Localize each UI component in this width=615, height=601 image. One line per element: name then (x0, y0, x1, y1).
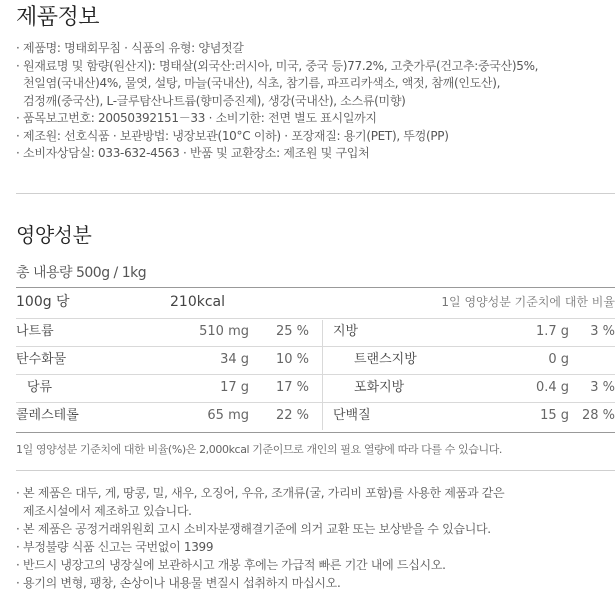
nutrient-name: 나트륨 (16, 324, 54, 339)
table-top-border (16, 287, 615, 288)
row-divider (16, 318, 615, 319)
nutrient-pct: 28 % (581, 408, 615, 423)
table-row (16, 348, 615, 372)
notice-block (16, 484, 615, 592)
notice-line: · 본 제품은 대두, 게, 땅콩, 밀, 새우, 오징어, 우유, 조개류(굴, 가리비 포함)를 사용한 제품과 같은 (16, 486, 505, 500)
nutrient-pct: 25 % (275, 324, 309, 339)
table-row (16, 320, 615, 344)
nutrient-pct: 3 % (590, 380, 615, 395)
table-header-row (16, 290, 615, 314)
info-line: · 소비자상담실: 033-632-4563 · 반품 및 교환장소: 제조원 및 구입처 (16, 146, 370, 160)
notice-line: · 본 제품은 공정거래위원회 고시 소비자분쟁해결기준에 의거 교환 또는 보상받을 수 있습니다. (16, 522, 491, 536)
ratio-header: 1일 영양성분 기준치에 대한 비율 (441, 295, 615, 309)
serving-size: 100g 당 (16, 294, 70, 310)
notice-line: · 부정불량 식품 신고는 국번없이 1399 (16, 540, 214, 554)
kcal-value: 210kcal (170, 294, 225, 310)
nutrition-title: 영양성분 (16, 223, 92, 247)
info-line: 천일염(국내산)4%, 물엿, 설탕, 마늘(국내산), 식초, 참기름, 파프리카색소, 액젓, 참깨(인도산), (23, 76, 501, 90)
nutrient-pct: 3 % (590, 324, 615, 339)
nutrient-name: 탄수화물 (16, 352, 67, 367)
product-info-block (16, 40, 615, 163)
nutrient-name: 단백질 (333, 408, 371, 423)
nutrient-amount: 0.4 g (535, 380, 569, 395)
nutrient-pct: 10 % (275, 352, 309, 367)
nutrient-name: 콜레스테롤 (16, 408, 79, 423)
info-line: · 제품명: 명태회무침 · 식품의 유형: 양념젓갈 (16, 41, 244, 55)
nutrient-name: 지방 (333, 324, 359, 339)
nutrient-name: 당류 (27, 380, 53, 395)
info-line: 검정깨(중국산), L-글루탐산나트륨(향미증진제), 생강(국내산), 소스류(미향) (23, 93, 406, 108)
nutrient-amount: 510 mg (199, 324, 249, 339)
table-row (16, 376, 615, 400)
product-info-title: 제품정보 (16, 5, 100, 30)
section-divider (16, 470, 615, 471)
nutrient-amount: 15 g (540, 408, 569, 423)
total-content: 총 내용량 500g / 1kg (16, 265, 147, 281)
info-line: · 제조원: 선호식품 · 보관방법: 냉장보관(10°C 이하) · 포장재질: 용기(PET), 뚜껑(PP) (16, 128, 449, 143)
row-divider (16, 346, 615, 347)
notice-line: · 용기의 변형, 팽창, 손상이나 내용물 변질시 섭취하지 마십시오. (16, 576, 341, 590)
nutrient-amount: 17 g (220, 380, 249, 395)
column-divider (322, 320, 323, 430)
info-line: · 품목보고번호: 20050392151－33 · 소비기한: 전면 별도 표시일까지 (16, 111, 377, 125)
nutrient-amount: 65 mg (207, 408, 249, 423)
nutrient-name: 포화지방 (354, 380, 405, 395)
nutrient-amount: 34 g (220, 352, 249, 367)
table-row (16, 404, 615, 428)
nutrient-pct: 17 % (275, 380, 309, 395)
nutrition-footnote: 1일 영양성분 기준치에 대한 비율(%)은 2,000kcal 기준이므로 개인의 필요 열량에 따라 다를 수 있습니다. (16, 443, 503, 456)
row-divider (16, 374, 615, 375)
notice-line: 제조시설에서 제조하고 있습니다. (23, 504, 192, 518)
info-line: · 원재료명 및 함량(원산지): 명태살(외국산:러시아, 미국, 중국 등)77.2%, 고춧가루(건고추:중국산)5%, (16, 58, 539, 73)
nutrient-amount: 1.7 g (535, 324, 569, 339)
notice-line: · 반드시 냉장고의 냉장실에 보관하시고 개봉 후에는 가급적 빠른 기간 내에 드십시오. (16, 558, 446, 572)
nutrient-amount: 0 g (548, 352, 569, 367)
nutrient-name: 트랜스지방 (354, 352, 417, 367)
table-bottom-border (16, 432, 615, 433)
row-divider (16, 402, 615, 403)
section-divider (16, 193, 615, 194)
nutrient-pct: 22 % (275, 408, 309, 423)
